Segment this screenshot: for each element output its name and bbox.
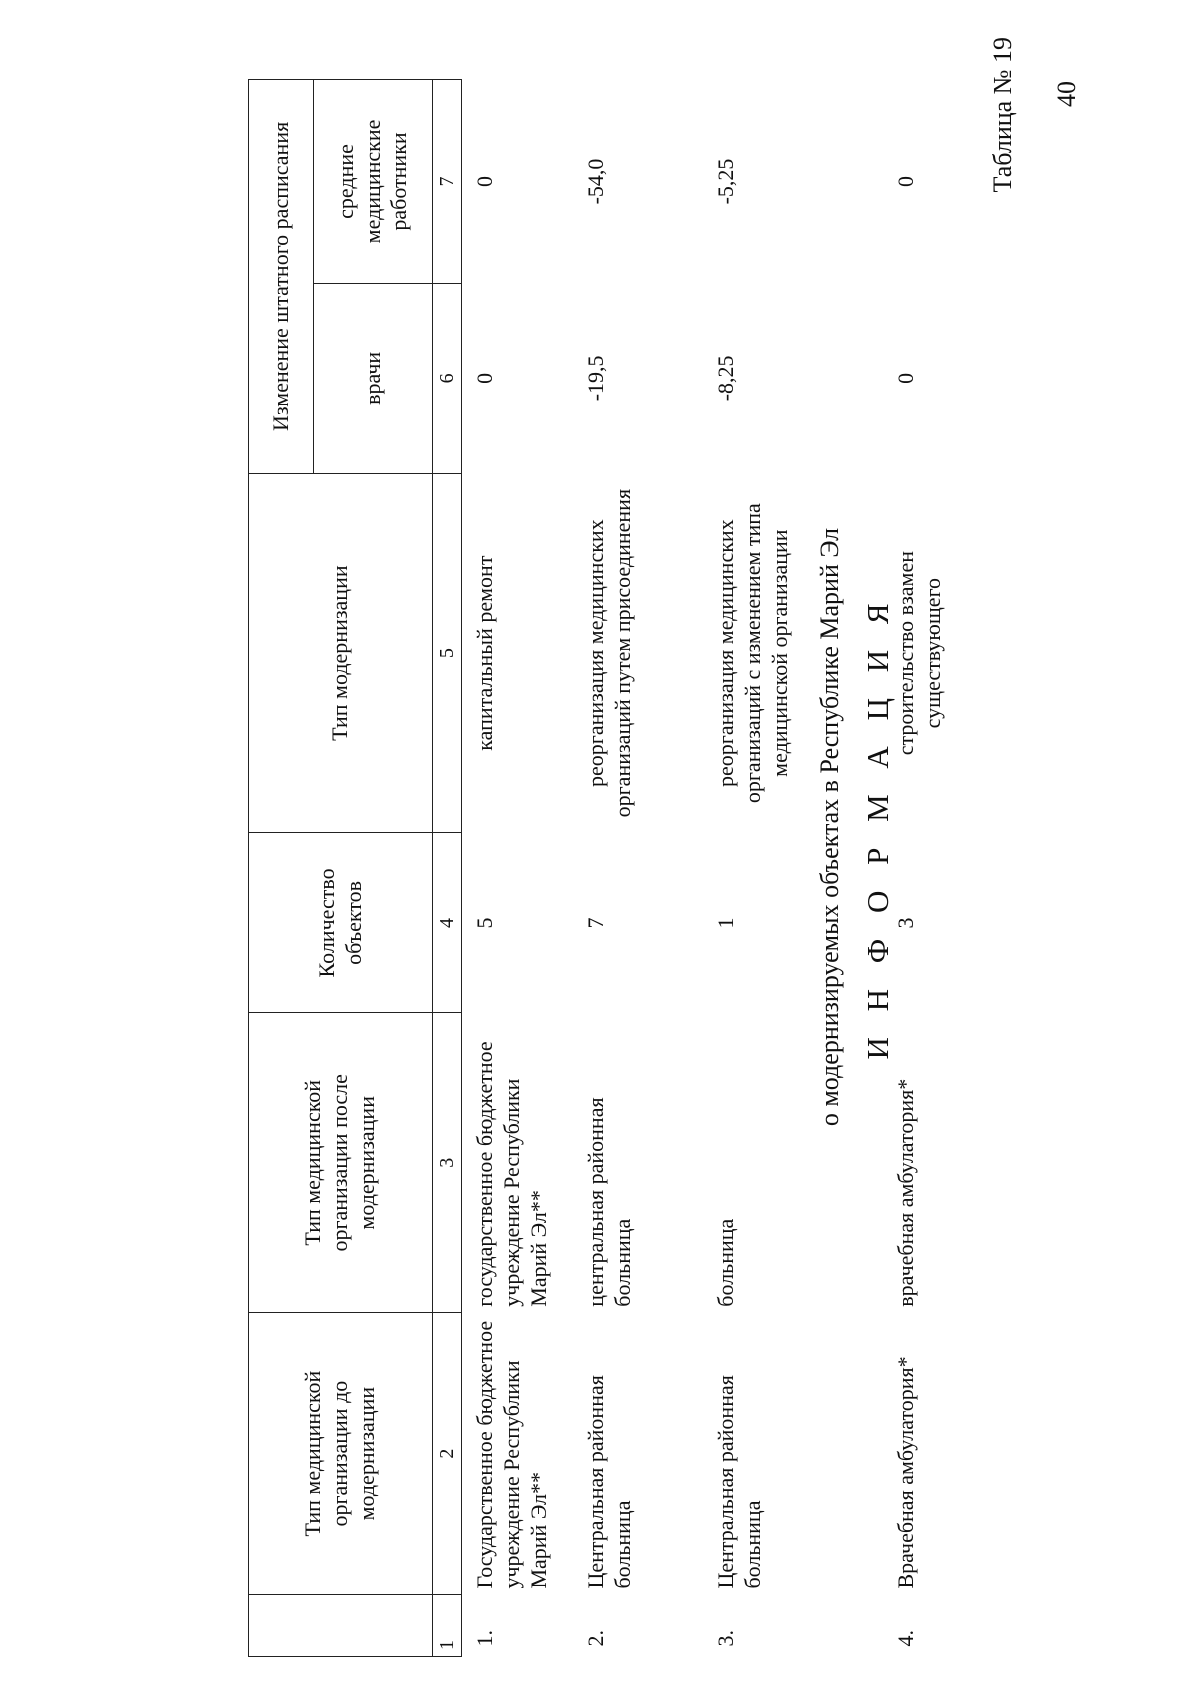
table-row bbox=[462, 80, 573, 1657]
header-row-top bbox=[249, 80, 314, 1657]
row-modernization: капитальный ремонт bbox=[472, 555, 498, 751]
row-count: 1 bbox=[712, 917, 738, 929]
column-number: 5 bbox=[433, 473, 462, 833]
row-after: государственное бюджетное учреждение Республики Марий Эл** bbox=[472, 1041, 552, 1307]
modernization-table bbox=[248, 79, 973, 1657]
row-before: Центральная районная больница bbox=[582, 1375, 635, 1589]
row-doctors: 0 bbox=[472, 372, 498, 384]
row-before: Государственное бюджетное учреждение Республики Марий Эл** bbox=[472, 1320, 552, 1589]
column-number: 2 bbox=[433, 1313, 462, 1595]
column-number: 1 bbox=[433, 1595, 462, 1657]
header-before: Тип медицинской организации до модернизации bbox=[249, 1313, 433, 1595]
table-row bbox=[573, 80, 703, 1657]
header-modernization-type: Тип модернизации bbox=[249, 473, 433, 833]
row-nurses: 0 bbox=[892, 175, 918, 187]
column-number: 3 bbox=[433, 1013, 462, 1313]
header-count: Количество объектов bbox=[249, 833, 433, 1013]
column-number-row bbox=[433, 80, 462, 1657]
row-doctors: -19,5 bbox=[582, 355, 608, 402]
row-modernization: реорганизация медицинских организаций путем присоединения bbox=[582, 488, 635, 818]
row-modernization: строительство взамен существующего bbox=[892, 551, 945, 756]
table-row bbox=[703, 80, 883, 1657]
column-number: 7 bbox=[433, 80, 462, 284]
page-number: 40 bbox=[1052, 81, 1081, 107]
row-index: 2. bbox=[582, 1630, 608, 1647]
row-index: 3. bbox=[712, 1630, 738, 1647]
header-col1 bbox=[249, 1595, 433, 1657]
row-count: 3 bbox=[892, 917, 918, 929]
row-before: Центральная районная больница bbox=[712, 1375, 765, 1589]
document-title: И Н Ф О Р М А Ц И Я bbox=[860, 594, 895, 1060]
table-label: Таблица № 19 bbox=[988, 37, 1017, 193]
document-subtitle: о модернизируемых объектах в Республике Марий Эл bbox=[815, 527, 844, 1127]
header-staff-change: Изменение штатного расписания bbox=[249, 80, 314, 474]
header-nurses: средние медицинские работники bbox=[314, 80, 433, 284]
row-index: 1. bbox=[472, 1630, 498, 1647]
row-nurses: -5,25 bbox=[712, 158, 738, 205]
row-count: 7 bbox=[582, 917, 608, 929]
row-modernization: реорганизация медицинских организаций с изменением типа медицинской организации bbox=[712, 503, 792, 804]
row-doctors: 0 bbox=[892, 372, 918, 384]
header-doctors: врачи bbox=[314, 283, 433, 473]
column-number: 4 bbox=[433, 833, 462, 1013]
row-nurses: 0 bbox=[472, 175, 498, 187]
row-doctors: -8,25 bbox=[712, 355, 738, 402]
row-index: 4. bbox=[892, 1630, 918, 1647]
column-number: 6 bbox=[433, 283, 462, 473]
row-after: центральная районная больница bbox=[582, 1097, 635, 1307]
header-after: Тип медицинской организации после модернизации bbox=[249, 1013, 433, 1313]
row-before: Врачебная амбулатория* bbox=[892, 1356, 918, 1589]
row-count: 5 bbox=[472, 917, 498, 929]
row-after: врачебная амбулатория* bbox=[892, 1078, 918, 1307]
row-nurses: -54,0 bbox=[582, 158, 608, 205]
row-after: больница bbox=[712, 1218, 738, 1307]
table-row bbox=[883, 80, 973, 1657]
